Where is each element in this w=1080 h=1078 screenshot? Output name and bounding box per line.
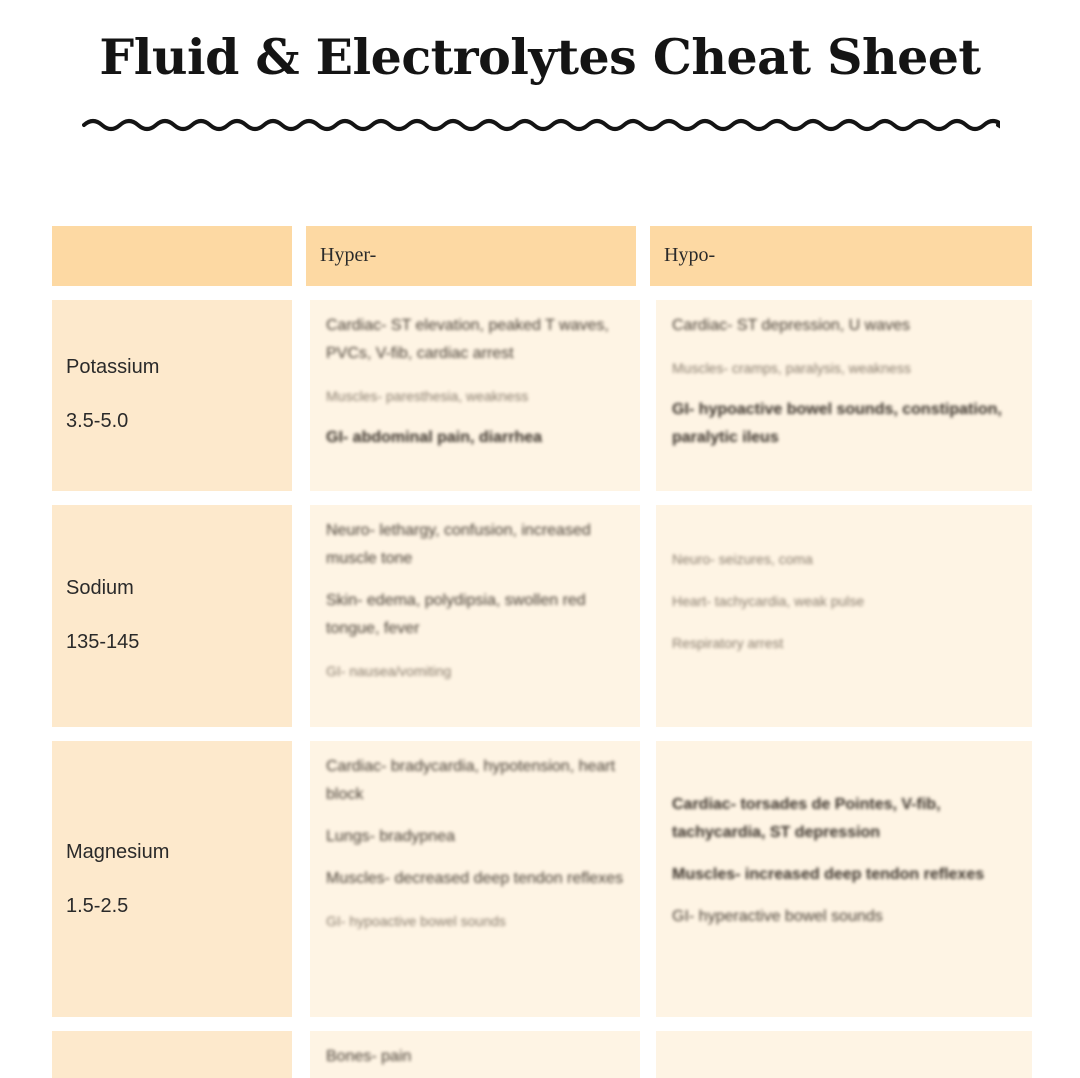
symptom-line: Muscles- paresthesia, weakness bbox=[326, 388, 529, 404]
symptom-line: Neuro- lethargy, confusion, increased muscle tone bbox=[326, 522, 591, 567]
hyper-cell-magnesium bbox=[310, 741, 640, 1017]
header-hypo-cell bbox=[650, 226, 1032, 286]
electrolyte-name: Sodium bbox=[66, 577, 134, 599]
page-title: Fluid & Electrolytes Cheat Sheet bbox=[99, 28, 981, 86]
row-label-partial bbox=[52, 1031, 292, 1078]
symptom-line: Cardiac- ST depression, U waves bbox=[672, 317, 911, 334]
symptom-line: Muscles- decreased deep tendon reflexes bbox=[326, 870, 624, 887]
hypo-cell-potassium bbox=[656, 300, 1032, 491]
hypo-cell-magnesium bbox=[656, 741, 1032, 1017]
symptom-line: Respiratory arrest bbox=[672, 635, 784, 651]
electrolyte-name: Potassium bbox=[66, 356, 160, 378]
row-label-magnesium bbox=[52, 741, 292, 1017]
row-label-sodium bbox=[52, 505, 292, 727]
symptom-line: Heart- tachycardia, weak pulse bbox=[672, 593, 865, 609]
symptom-line: Cardiac- bradycardia, hypotension, heart block bbox=[326, 758, 616, 803]
symptom-line: GI- hyperactive bowel sounds bbox=[672, 908, 883, 925]
hyper-cell-potassium bbox=[310, 300, 640, 491]
symptom-line: Cardiac- torsades de Pointes, V-fib, tachycardia, ST depression bbox=[672, 796, 941, 841]
hyper-cell-partial bbox=[310, 1031, 640, 1078]
header-hyper-cell bbox=[306, 226, 636, 286]
header-hypo-label: Hypo- bbox=[664, 244, 716, 266]
symptom-line: Skin- edema, polydipsia, swollen red tongue, fever bbox=[326, 592, 586, 637]
symptom-line: Lungs- bradypnea bbox=[326, 828, 455, 845]
electrolyte-name: Magnesium bbox=[66, 841, 170, 863]
symptom-line: Cardiac- ST elevation, peaked T waves, PVCs, V-fib, cardiac arrest bbox=[326, 317, 609, 362]
symptom-line: Bones- pain bbox=[326, 1048, 412, 1065]
wavy-divider bbox=[82, 110, 1000, 140]
symptom-line: GI- hypoactive bowel sounds, constipation, paralytic ileus bbox=[672, 401, 1002, 446]
header-hyper-label: Hyper- bbox=[320, 244, 377, 266]
symptom-line: Neuro- seizures, coma bbox=[672, 551, 813, 567]
symptom-line: GI- nausea/vomiting bbox=[326, 663, 452, 679]
header-blank-cell bbox=[52, 226, 292, 286]
hypo-cell-partial bbox=[656, 1031, 1032, 1078]
row-label-potassium bbox=[52, 300, 292, 491]
symptom-line: GI- hypoactive bowel sounds bbox=[326, 913, 506, 929]
hyper-cell-sodium bbox=[310, 505, 640, 727]
hypo-cell-sodium bbox=[656, 505, 1032, 727]
electrolyte-range: 3.5-5.0 bbox=[66, 410, 129, 432]
symptom-line: Muscles- increased deep tendon reflexes bbox=[672, 866, 985, 883]
electrolyte-range: 135-145 bbox=[66, 631, 140, 653]
symptom-line: Muscles- cramps, paralysis, weakness bbox=[672, 360, 911, 376]
symptom-line: GI- abdominal pain, diarrhea bbox=[326, 429, 543, 446]
electrolyte-range: 1.5-2.5 bbox=[66, 895, 129, 917]
